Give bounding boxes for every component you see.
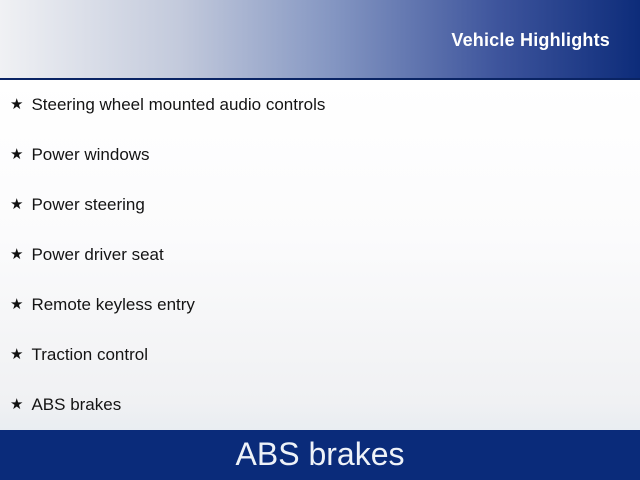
feature-label: Power driver seat: [31, 245, 164, 264]
feature-label: Remote keyless entry: [31, 295, 195, 314]
star-icon: ★: [10, 245, 24, 263]
star-icon: ★: [10, 195, 24, 213]
star-icon: ★: [10, 145, 24, 163]
feature-item: [0, 80, 640, 130]
feature-item: [0, 380, 640, 430]
feature-label: Power steering: [31, 195, 145, 214]
header-banner: [0, 0, 640, 80]
feature-label: Traction control: [31, 345, 148, 364]
feature-label: Power windows: [31, 145, 150, 164]
feature-item: [0, 230, 640, 280]
star-icon: ★: [10, 295, 24, 313]
feature-item: [0, 130, 640, 180]
feature-item: [0, 180, 640, 230]
feature-label: ABS brakes: [31, 395, 122, 414]
features-list: [0, 80, 640, 430]
star-icon: ★: [10, 95, 24, 113]
star-icon: ★: [10, 395, 24, 413]
feature-item: [0, 280, 640, 330]
feature-label: Steering wheel mounted audio controls: [31, 95, 326, 114]
star-icon: ★: [10, 345, 24, 363]
feature-item: [0, 330, 640, 380]
footer-banner: [0, 430, 640, 480]
page-title: Vehicle Highlights: [451, 29, 610, 50]
footer-caption: ABS brakes: [235, 436, 405, 472]
